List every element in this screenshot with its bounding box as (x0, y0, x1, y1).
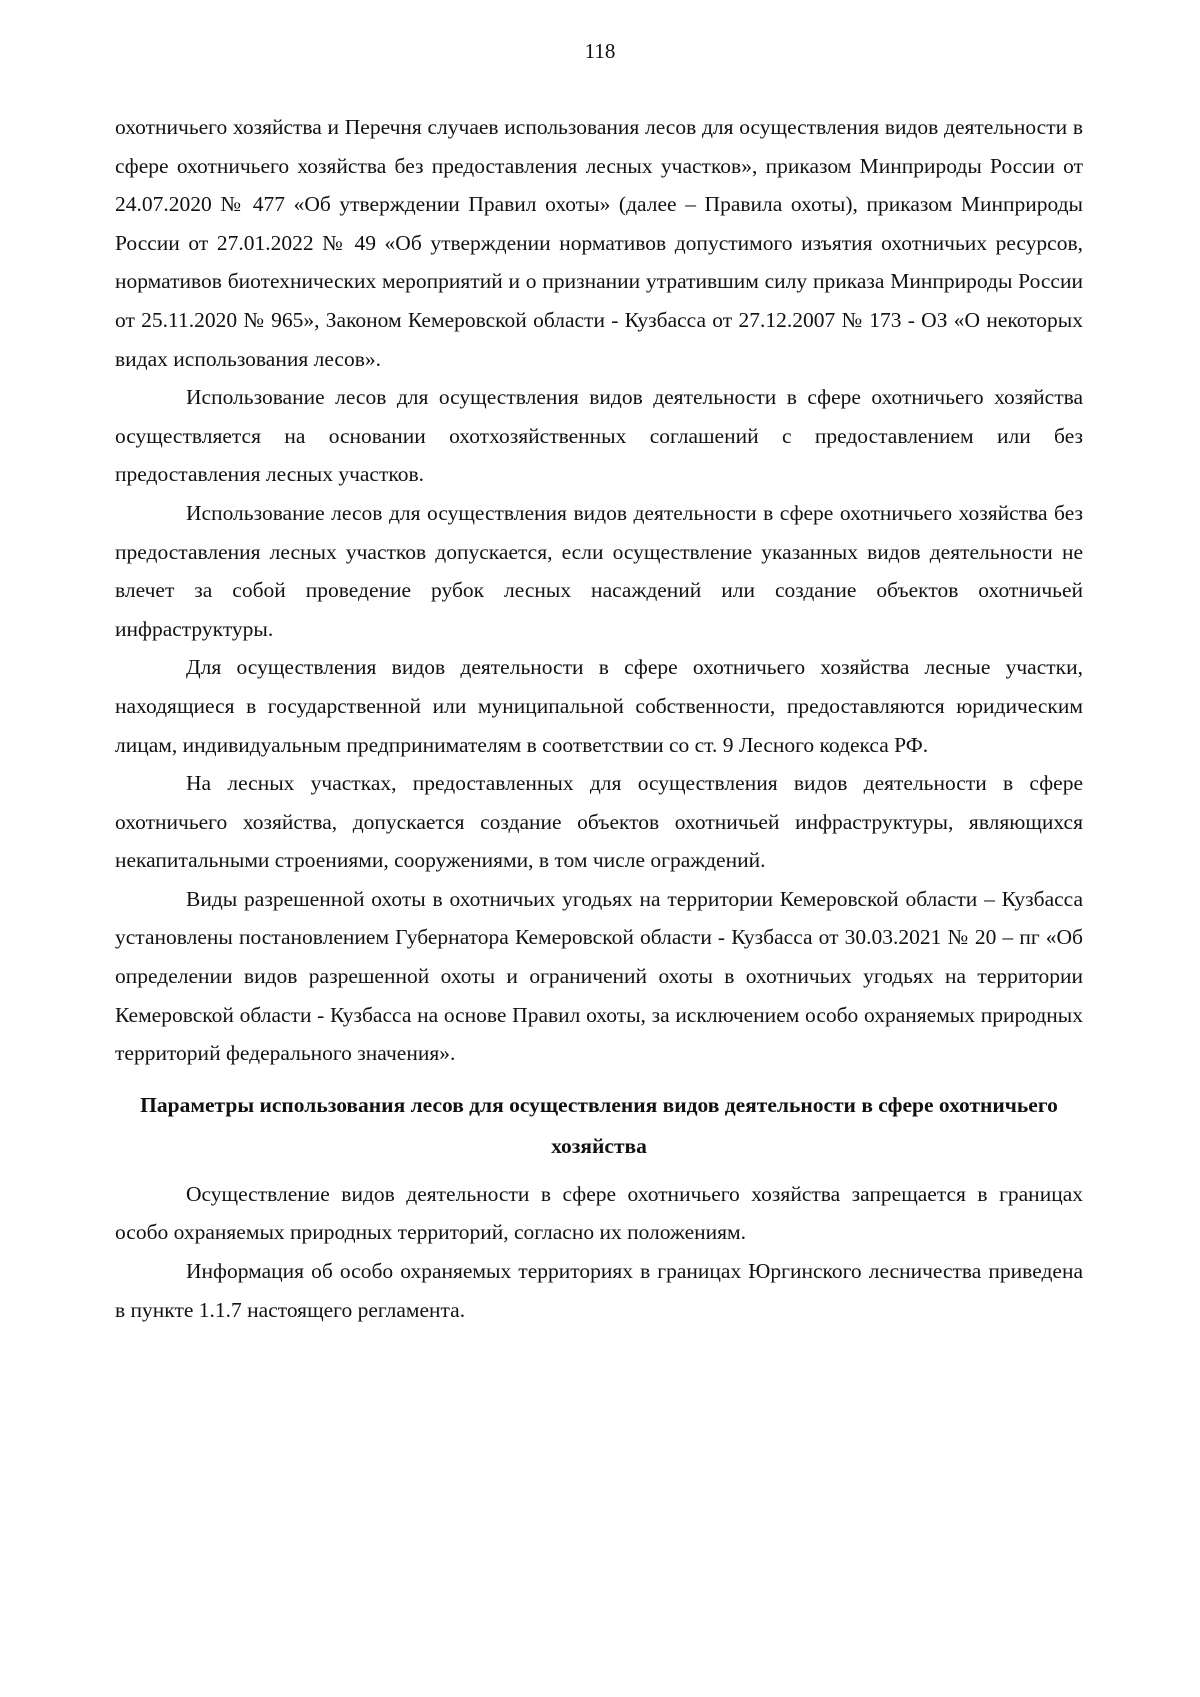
paragraph: Информация об особо охраняемых территориях в границах Юргинского лесничества приведена в пункте 1.1.7 настоящего регламента. (115, 1259, 1083, 1322)
paragraph: На лесных участках, предоставленных для осуществления видов деятельности в сфере охотничьего хозяйства, допускается создание объектов охотничьей инфраструктуры, являющихся некапитальными строениями, сооружениями, в том числе ограждений. (115, 771, 1083, 873)
paragraph: Использование лесов для осуществления видов деятельности в сфере охотничьего хозяйства без предоставления лесных участков допускается, если осуществление указанных видов деятельности не влечет за собой проведение рубок лесных насаждений или создание объектов охотничьей инфраструктуры. (115, 500, 1083, 641)
paragraph: Для осуществления видов деятельности в сфере охотничьего хозяйства лесные участки, находящиеся в государственной или муниципальной собственности, предоставляются юридическим лицам, индивидуальным предпринимателям в соответствии со ст. 9 Лесного кодекса РФ. (115, 655, 1083, 757)
paragraph: Использование лесов для осуществления видов деятельности в сфере охотничьего хозяйства осуществляется на основании охотхозяйственных соглашений с предоставлением или без предоставления лесных участков. (115, 385, 1083, 487)
paragraph: Осуществление видов деятельности в сфере охотничьего хозяйства запрещается в границах особо охраняемых природных территорий, согласно их положениям. (115, 1181, 1083, 1245)
page-number: 118 (584, 39, 616, 63)
paragraph: Виды разрешенной охоты в охотничьих угодьях на территории Кемеровской области – Кузбасса установлены постановлением Губернатора Кемеровской области - Кузбасса от 30.03.2021 № 20 – пг «Об определении видов разрешенной охоты и ограничений охоты в охотничьих угодьях на территории Кемеровской области - Кузбасса на основе Правил охоты, за исключением особо охраняемых природных территорий федерального значения». (115, 886, 1083, 1066)
paragraph-continuation: охотничьего хозяйства и Перечня случаев использования лесов для осуществления видов деятельности в сфере охотничьего хозяйства без предоставления лесных участков», приказом Минприроды России от 24.07.2020 № 477 «Об утверждении Правил охоты» (далее – Правила охоты), приказом Минприроды России от 27.01.2022 № 49 «Об утверждении нормативов допустимого изъятия охотничьих ресурсов, нормативов биотехнических мероприятий и о признании утратившим силу приказа Минприроды России от 25.11.2020 № 965», Законом Кемеровской области - Кузбасса от 27.12.2007 № 173 - ОЗ «О некоторых видах использования лесов». (115, 115, 1083, 371)
section-heading: Параметры использования лесов для осуществления видов деятельности в сфере охотничьего хозяйства (140, 1092, 1058, 1158)
document-body (115, 108, 1083, 1329)
